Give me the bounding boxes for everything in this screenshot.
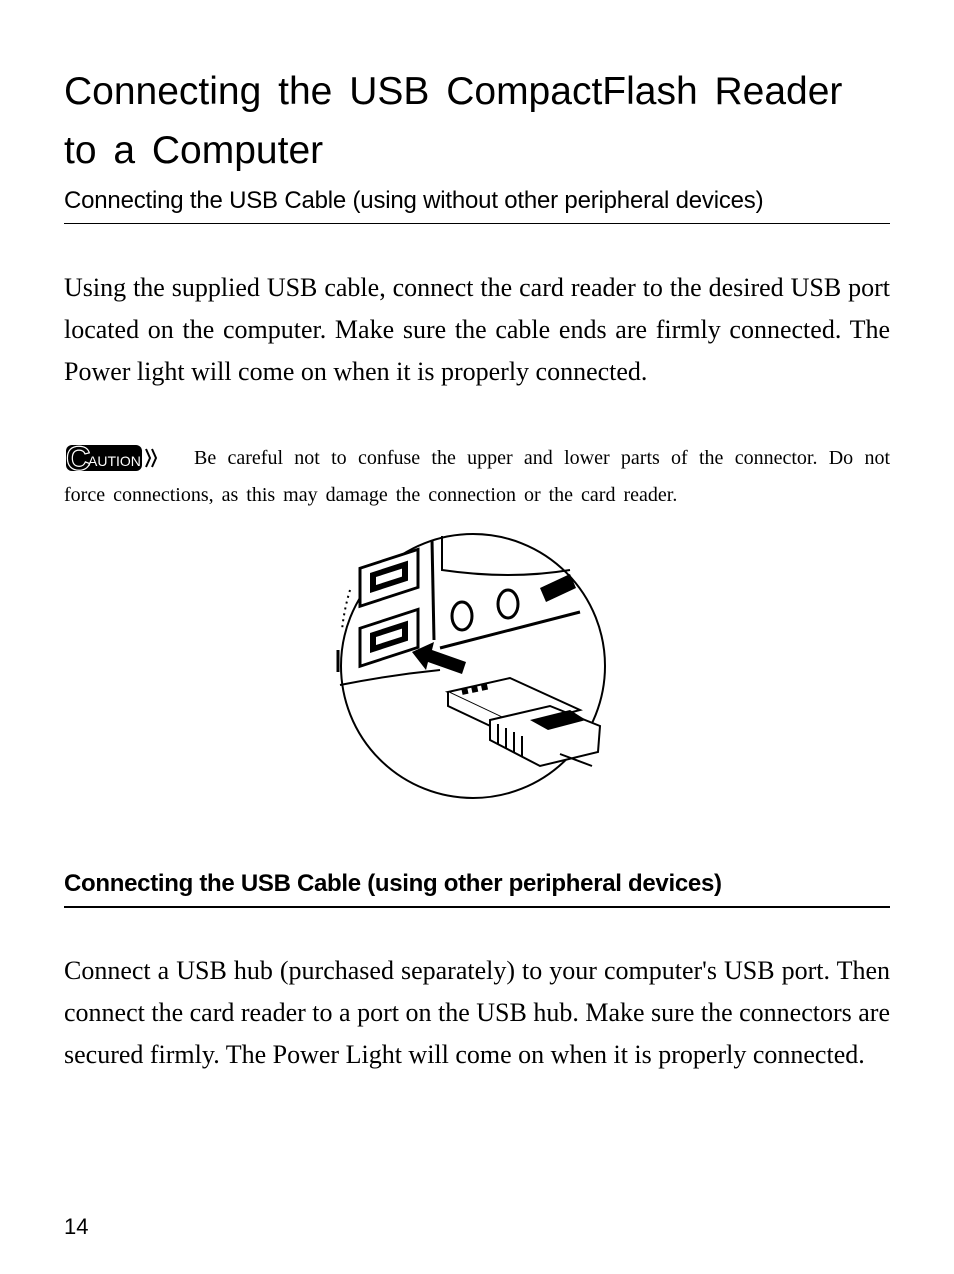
caution-badge-letter: C bbox=[66, 440, 91, 476]
section-heading-with-peripherals: Connecting the USB Cable (using other peripheral devices) bbox=[64, 870, 890, 908]
instruction-paragraph-with-peripherals: Connect a USB hub (purchased separately) to your computer's USB port. Then connect the card reader to a port on the USB hub. Make sure the connectors are secured firmly. The Power Light will come on when it is properly connected. bbox=[64, 956, 890, 1069]
caution-badge-text: AUTION bbox=[88, 453, 141, 470]
section-heading-no-peripherals: Connecting the USB Cable (using without other peripheral devices) bbox=[64, 187, 890, 224]
usb-connection-illustration bbox=[330, 530, 612, 802]
page-number: 14 bbox=[64, 1214, 89, 1239]
caution-note bbox=[64, 440, 890, 513]
caution-text: Be careful not to confuse the upper and lower parts of the connector. Do not force connections, as this may damage the connection or the card reader. bbox=[64, 447, 890, 507]
instruction-paragraph-no-peripherals: Using the supplied USB cable, connect the card reader to the desired USB port located on the computer. Make sure the cable ends are firmly connected. The Power light will come on when it is properly connected. bbox=[64, 273, 890, 386]
caution-icon bbox=[64, 439, 160, 475]
page-title: Connecting the USB CompactFlash Reader to a Computer bbox=[64, 70, 843, 172]
